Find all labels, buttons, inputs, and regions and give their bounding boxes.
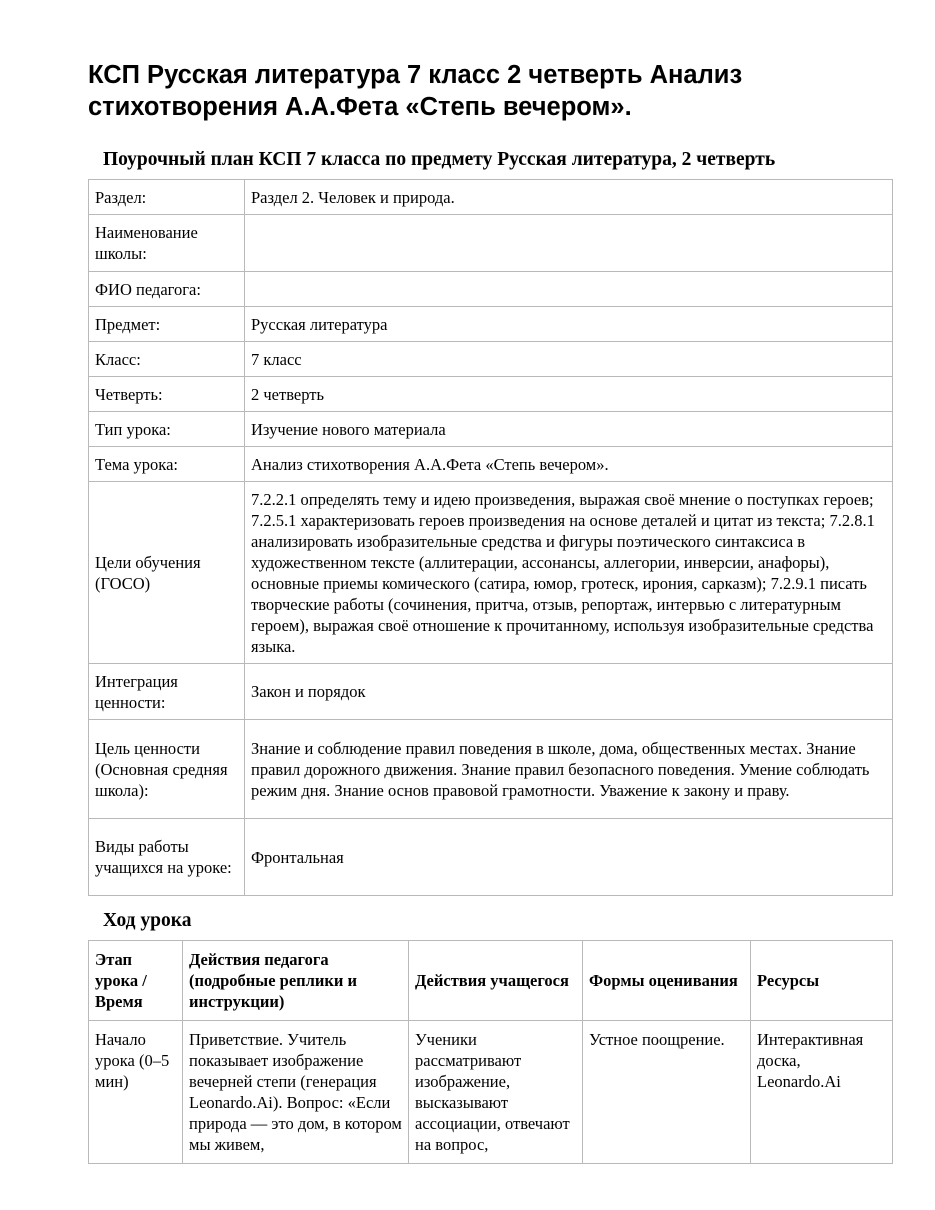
document-title: КСП Русская литература 7 класс 2 четверть Анализ стихотворения А.А.Фета «Степь вечером».	[88, 61, 743, 121]
lesson-info-table	[88, 179, 893, 896]
steps-header-cell: Ресурсы	[751, 941, 893, 1021]
info-key: Цель ценности (Основная средняя школа):	[89, 720, 245, 819]
info-value	[245, 215, 893, 272]
info-key: Четверть:	[89, 377, 245, 412]
course-heading: Ход урока	[103, 910, 192, 931]
info-row	[89, 272, 893, 307]
steps-header-cell: Этап урока / Время	[89, 941, 183, 1021]
steps-header-cell: Действия педагога (подробные реплики и инструкции)	[183, 941, 409, 1021]
steps-cell: Устное поощрение.	[583, 1021, 751, 1164]
steps-row	[89, 1021, 893, 1164]
info-row	[89, 482, 893, 664]
info-value: Знание и соблюдение правил поведения в школе, дома, общественных местах. Знание правил дорожного движения. Знание правил безопасного поведения. Умение соблюдать режим дня. Знание основ правовой грамотности. Уважение к закону и праву.	[245, 720, 893, 819]
info-key: Наименование школы:	[89, 215, 245, 272]
info-value	[245, 272, 893, 307]
info-row	[89, 180, 893, 215]
info-value: Фронтальная	[245, 819, 893, 896]
steps-header-cell: Действия учащегося	[409, 941, 583, 1021]
info-key: Тема урока:	[89, 447, 245, 482]
plan-heading: Поурочный план КСП 7 класса по предмету Русская литература, 2 четверть	[103, 149, 776, 170]
steps-cell: Приветствие. Учитель показывает изображение вечерней степи (генерация Leonardo.Ai). Вопрос: «Если природа — это дом, в котором мы живем,	[183, 1021, 409, 1164]
info-value: 2 четверть	[245, 377, 893, 412]
info-row	[89, 819, 893, 896]
info-key: Раздел:	[89, 180, 245, 215]
steps-header-cell: Формы оценивания	[583, 941, 751, 1021]
info-value: Изучение нового материала	[245, 412, 893, 447]
info-value: Закон и порядок	[245, 664, 893, 720]
info-key: ФИО педагога:	[89, 272, 245, 307]
info-row	[89, 447, 893, 482]
info-row	[89, 664, 893, 720]
steps-header-row	[89, 941, 893, 1021]
info-row	[89, 215, 893, 272]
info-key: Цели обучения (ГОСО)	[89, 482, 245, 664]
steps-cell: Начало урока (0–5 мин)	[89, 1021, 183, 1164]
info-row	[89, 342, 893, 377]
info-key: Виды работы учащихся на уроке:	[89, 819, 245, 896]
lesson-steps-table	[88, 940, 893, 1164]
info-value: 7 класс	[245, 342, 893, 377]
info-row	[89, 720, 893, 819]
info-value: 7.2.2.1 определять тему и идею произведения, выражая своё мнение о поступках героев; 7.2.5.1 характеризовать героев произведения на основе деталей и цитат из текста; 7.2.8.1 анализировать изобразительные средства и фигуры поэтического синтаксиса в художественном тексте (аллитерации, ассонансы, аллегории, инверсии, анафоры), основные приемы комического (сатира, юмор, гротеск, ирония, сарказм); 7.2.9.1 писать творческие работы (сочинения, притча, отзыв, репортаж, интервью с литературным героем), выражая своё отношение к прочитанному, используя изобразительные средства языка.	[245, 482, 893, 664]
info-row	[89, 412, 893, 447]
info-row	[89, 307, 893, 342]
steps-cell: Интерактивная доска, Leonardo.Ai	[751, 1021, 893, 1164]
info-key: Класс:	[89, 342, 245, 377]
info-row	[89, 377, 893, 412]
info-key: Тип урока:	[89, 412, 245, 447]
info-value: Русская литература	[245, 307, 893, 342]
steps-cell: Ученики рассматривают изображение, высказывают ассоциации, отвечают на вопрос,	[409, 1021, 583, 1164]
info-value: Раздел 2. Человек и природа.	[245, 180, 893, 215]
info-value: Анализ стихотворения А.А.Фета «Степь вечером».	[245, 447, 893, 482]
info-key: Предмет:	[89, 307, 245, 342]
info-key: Интеграция ценности:	[89, 664, 245, 720]
